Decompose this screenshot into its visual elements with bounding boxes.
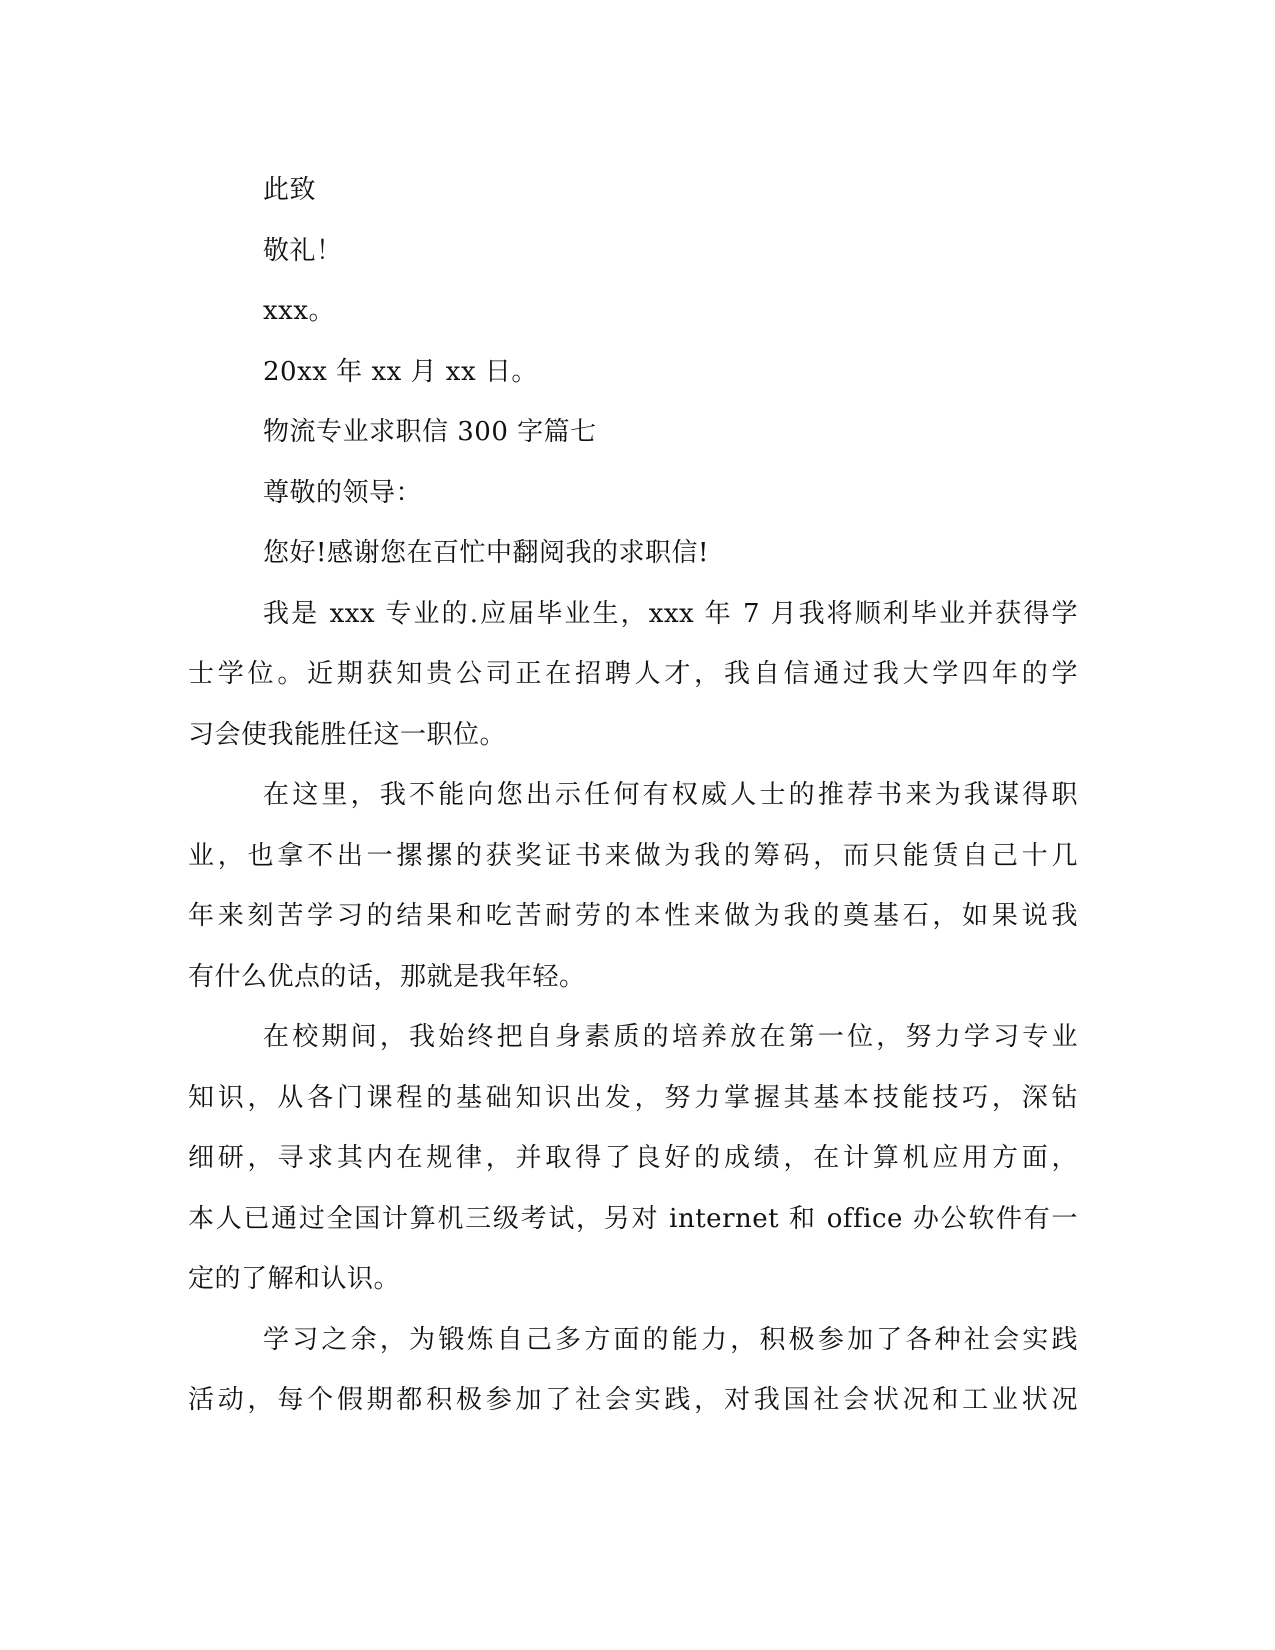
paragraph-line: 年来刻苦学习的结果和吃苦耐劳的本性来做为我的奠基石，如果说我 bbox=[188, 901, 1078, 931]
paragraph-line: 定的了解和认识。 bbox=[188, 1264, 401, 1294]
paragraph-line: 士学位。近期获知贵公司正在招聘人才，我自信通过我大学四年的学 bbox=[188, 659, 1078, 689]
paragraph-line: 细研，寻求其内在规律，并取得了良好的成绩，在计算机应用方面， bbox=[188, 1143, 1078, 1173]
salutation-line: 敬礼！ bbox=[263, 235, 343, 266]
paragraph-line: 有什么优点的话，那就是我年轻。 bbox=[188, 961, 586, 992]
paragraph-line: 在校期间，我始终把自身素质的培养放在第一位，努力学习专业 bbox=[263, 1022, 1078, 1052]
paragraph-line: 业，也拿不出一摞摞的获奖证书来做为我的筹码，而只能赁自己十几 bbox=[188, 840, 1078, 871]
section-heading: 物流专业求职信 300 字篇七 bbox=[263, 417, 597, 447]
paragraph-line: 在这里，我不能向您出示任何有权威人士的推荐书来为我谋得职 bbox=[263, 780, 1078, 810]
closing-line: 此致 bbox=[263, 175, 317, 205]
paragraph-line: 活动，每个假期都积极参加了社会实践，对我国社会状况和工业状况 bbox=[188, 1385, 1078, 1415]
letter-body bbox=[188, 160, 1078, 1431]
greeting-line: 尊敬的领导： bbox=[263, 477, 423, 508]
paragraph-line: 本人已通过全国计算机三级考试，另对 internet 和 office 办公软件有一 bbox=[188, 1203, 1078, 1234]
paragraph-line: 习会使我能胜任这一职位。 bbox=[188, 719, 507, 750]
paragraph-line: 知识，从各门课程的基础知识出发，努力掌握其基本技能技巧，深钻 bbox=[188, 1082, 1078, 1113]
opening-line: 您好!感谢您在百忙中翻阅我的求职信! bbox=[263, 538, 709, 568]
signature-name: xxx。 bbox=[263, 296, 335, 326]
paragraph-line: 学习之余，为锻炼自己多方面的能力，积极参加了各种社会实践 bbox=[263, 1324, 1078, 1355]
signature-date: 20xx 年 xx 月 xx 日。 bbox=[263, 356, 538, 387]
paragraph-line: 我是 xxx 专业的.应届毕业生，xxx 年 7 月我将顺利毕业并获得学 bbox=[263, 598, 1078, 629]
